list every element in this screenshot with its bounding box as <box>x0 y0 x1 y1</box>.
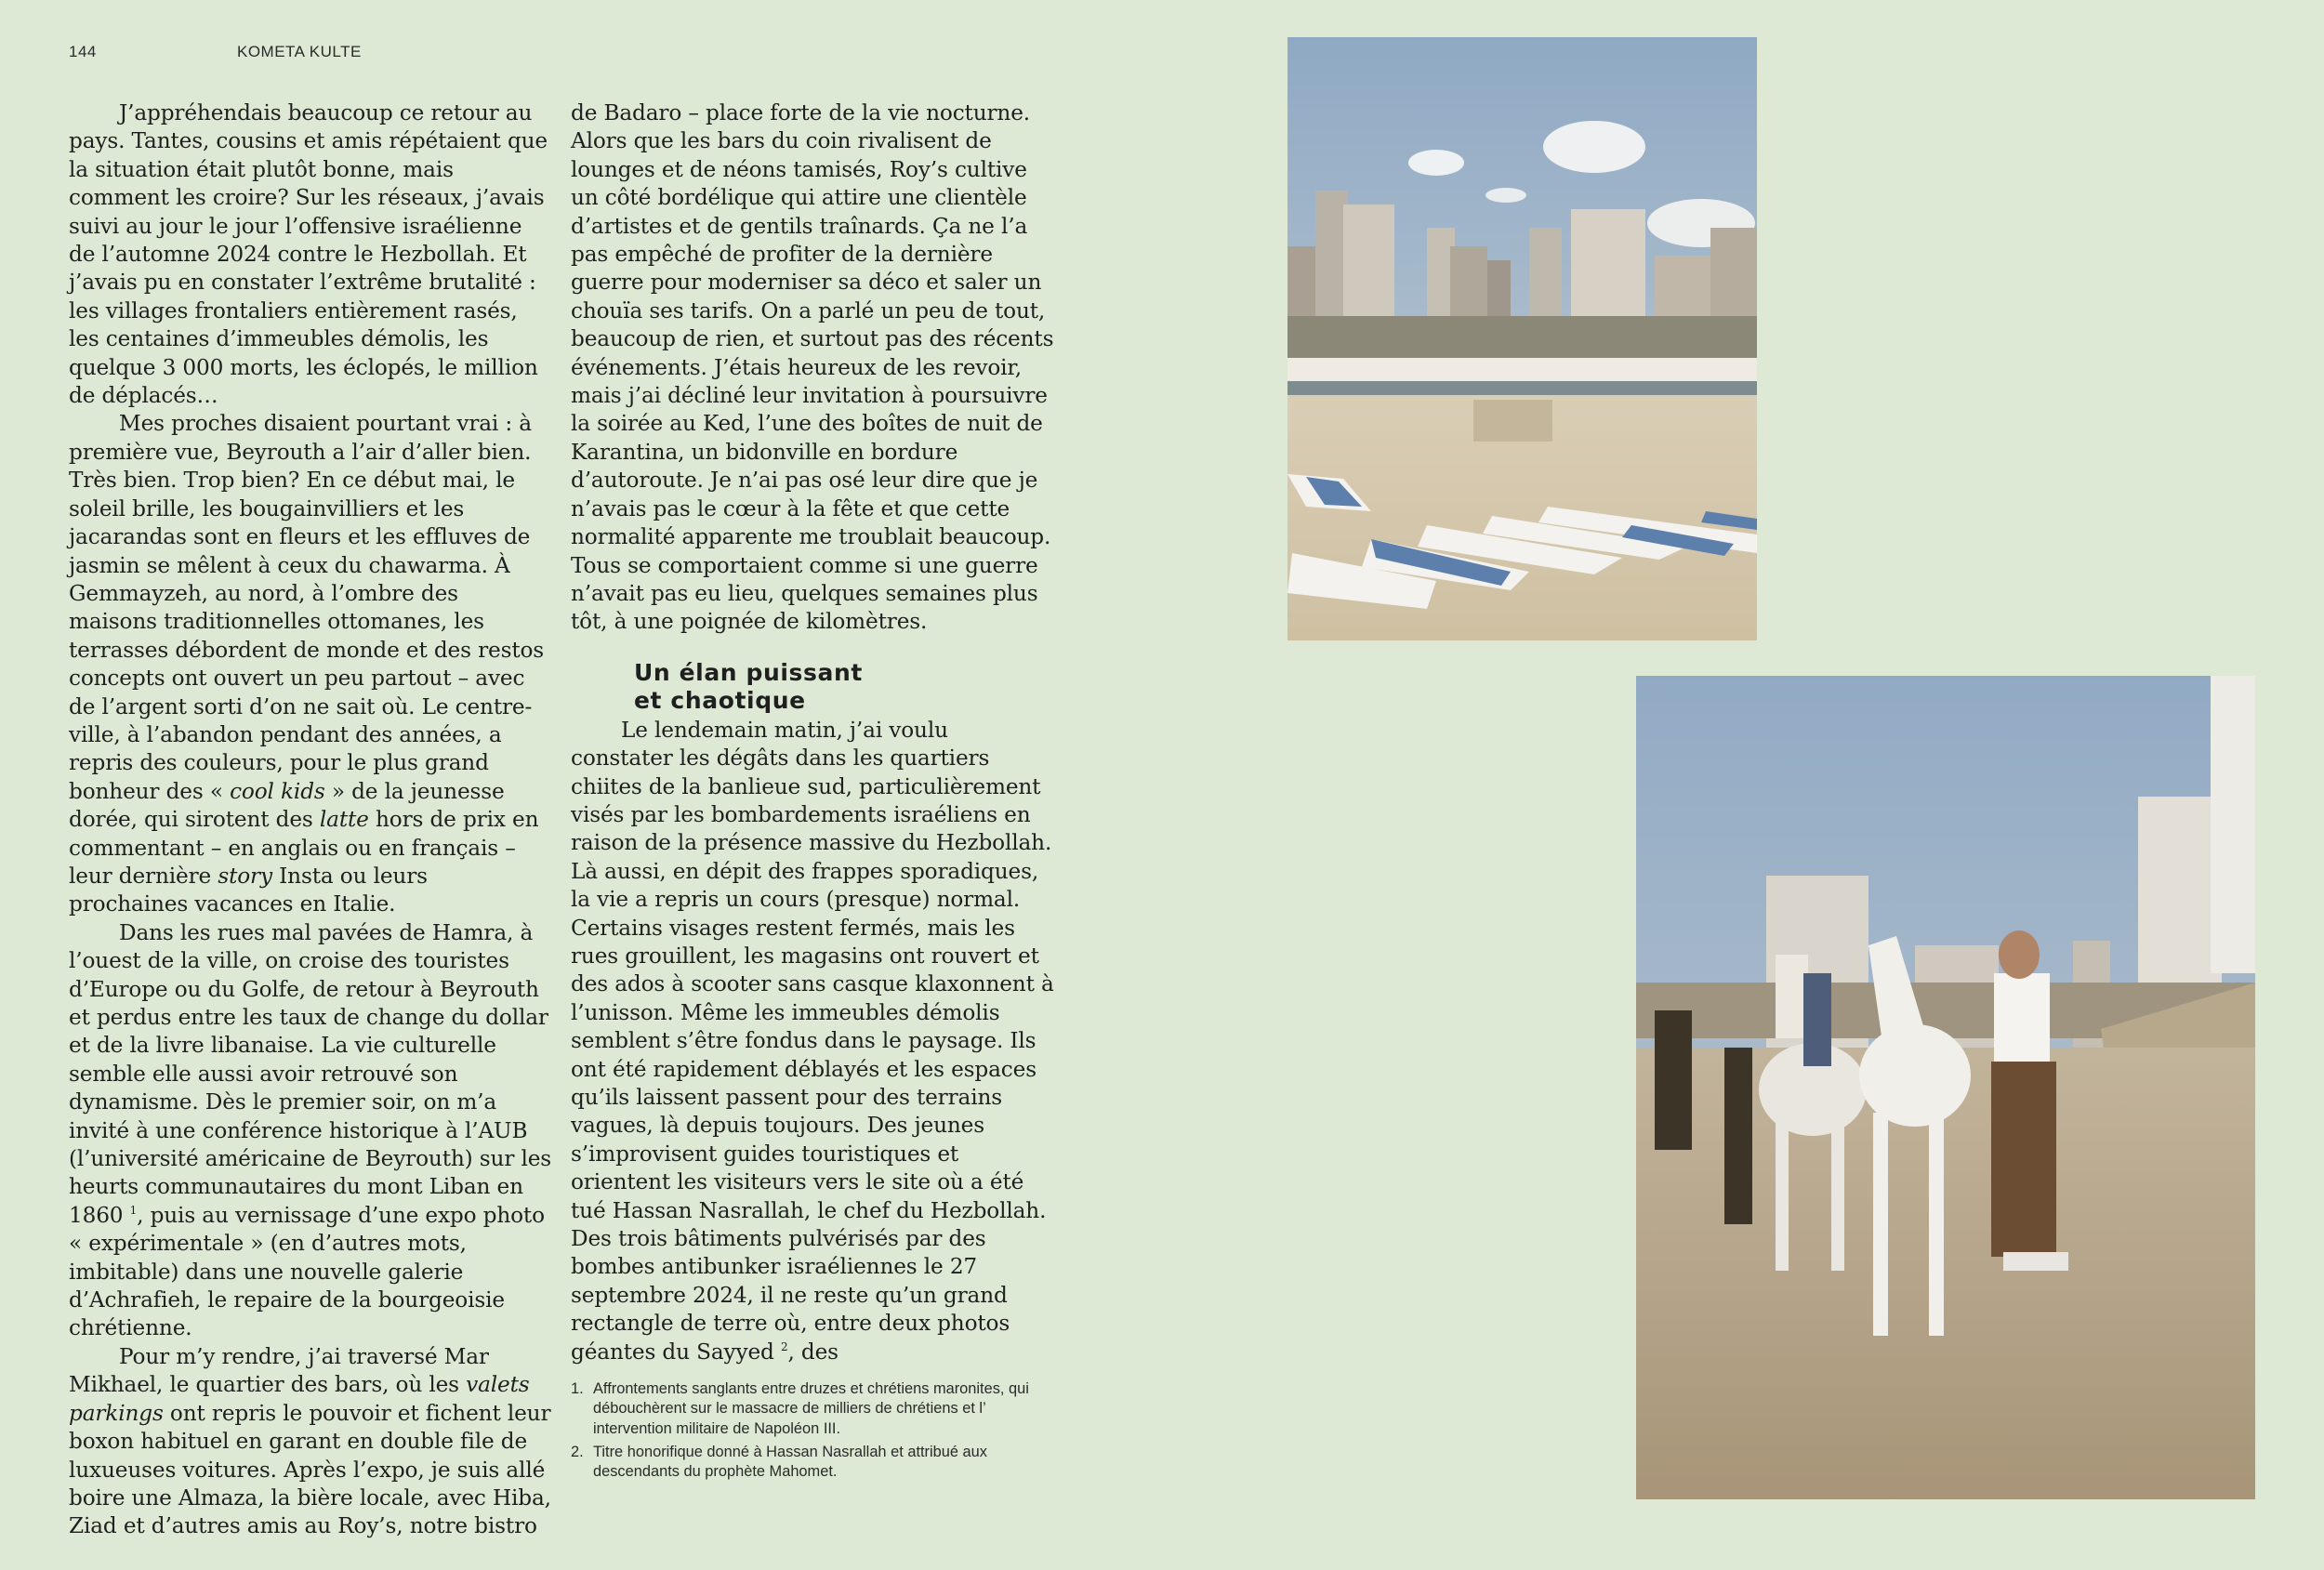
footnote-text: Affrontements sanglants entre druzes et chrétiens maronites, qui débouchèrent sur le massacre de milliers de chrétiens et l’ intervention militaire de Napoléon III. <box>593 1380 1029 1437</box>
footnote-number: 2. <box>571 1443 584 1460</box>
paragraph: J’appréhendais beaucoup ce retour au pays. Tantes, cousins et amis répétaient que la situation était plutôt bonne, mais comment les croire? Sur les réseaux, j’avais suivi au jour le jour l’offensive israélienne de l’automne 2024 contre le Hezbollah. Et j’avais pu en constater l’extrême brutalité : les villages frontaliers entièrement rasés, les centaines d’immeubles démolis, les quelque 3 000 morts, les éclopés, le million de déplacés… <box>69 100 548 409</box>
subheading <box>634 659 1054 715</box>
footnote-text: Titre honorifique donné à Hassan Nasrallah et attribué aux descendants du prophète Mahomet. <box>593 1443 987 1481</box>
page-number: 144 <box>69 43 97 60</box>
subheading-line-2: et chaotique <box>634 686 806 714</box>
paragraph: de Badaro – place forte de la vie nocturne. Alors que les bars du coin rivalisent de lounges et de néons tamisés, Roy’s cultive un côté bordélique qui attire une clientèle d’artistes et de gentils traînards. Ça ne l’a pas empêché de profiter de la dernière guerre pour moderniser sa déco et saler un chouïa ses tarifs. On a parlé un peu de tout, beaucoup de rien, et surtout pas des récents événements. J’étais heureux de les revoir, mais j’ai décliné leur invitation à poursuivre la soirée au Ked, l’une des boîtes de nuit de Karantina, un bidonville en bordure d’autoroute. Je n’ai pas osé leur dire que je n’avais pas le cœur à la fête et que cette normalité apparente me troublait beaucoup. Tous se comportaient comme si une guerre n’avait pas eu lieu, quelques semaines plus tôt, à une poignée de kilomètres. <box>571 100 1054 635</box>
section-title: KOMETA KULTE <box>237 43 362 60</box>
paragraph: Pour m’y rendre, j’ai traversé Mar Mikhael, le quartier des bars, où les valets parkings ont repris le pouvoir et fichent leur boxon habituel en garant en double file de luxueuses voitures. Après l’expo, je suis allé boire une Almaza, la bière locale, avec Hiba, Ziad et d’autres amis au Roy’s, notre bistro <box>69 1343 551 1539</box>
paragraph: Le lendemain matin, j’ai voulu constater les dégâts dans les quartiers chiites de la banlieue sud, particulièrement visés par les bombardements israéliens en raison de la présence massive du Hezbollah. Là aussi, en dépit des frappes sporadiques, la vie a repris un cours (presque) normal. Certains visages restent fermés, mais les rues grouillent, les magasins ont rouvert et des ados à scooter sans casque klaxonnent à l’unisson. Même les immeubles démolis semblent s’être fondus dans le paysage. Ils ont été rapidement déblayés et les espaces qu’ils laissent passent pour des terrains vagues, là depuis toujours. Des jeunes s’improvisent guides touristiques et orientent les visiteurs vers le site où a été tué Hassan Nasrallah, le chef du Hezbollah. Des trois bâtiments pulvérisés par des bombes antibunker israéliennes le 27 septembre 2024, il ne reste qu’un grand rectangle de terre où, entre deux photos géantes du Sayyed $^2$, des <box>571 717 1054 1365</box>
paragraph: Dans les rues mal pavées de Hamra, à l’ouest de la ville, on croise des touristes d’Europe ou du Golfe, de retour à Beyrouth et perdus entre les taux de change du dollar et de la livre libanaise. La vie culturelle semble elle aussi avoir retrouvé son dynamisme. Dès le premier soir, on m’a invité à une conférence historique à l’AUB (l’université américaine de Beyrouth) sur les heurts communautaires du mont Liban en 1860 $^1$, puis au vernissage d’une expo photo « expérimentale » (en d’autres mots, imbitable) dans une nouvelle galerie d’Achrafieh, le repaire de la bourgeoisie chrétienne. <box>69 919 552 1341</box>
footnote <box>571 1443 1040 1483</box>
horses-beach-photo <box>1636 676 2255 1499</box>
footnote-number: 1. <box>571 1380 584 1397</box>
beach-club-photo <box>1287 37 1757 640</box>
article-column-1 <box>69 99 552 1541</box>
paragraph: Mes proches disaient pourtant vrai : à première vue, Beyrouth a l’air d’aller bien. Très bien. Trop bien? En ce début mai, le soleil brille, les bougainvilliers et les jacarandas sont en fleurs et les effluves de jasmin se mêlent à ceux du chawarma. À Gemmayzeh, au nord, à l’ombre des maisons traditionnelles ottomanes, les terrasses débordent de monde et des restos concepts ont ouvert un peu partout – avec de l’argent sorti d’on ne sait où. Le centre-ville, à l’abandon pendant des années, a repris des couleurs, pour le plus grand bonheur des « cool kids » de la jeunesse dorée, qui sirotent des latte hors de prix en commentant – en anglais ou en français – leur dernière story Insta ou leurs prochaines vacances en Italie. <box>69 411 545 917</box>
footnotes <box>571 1379 1040 1485</box>
footnote <box>571 1379 1040 1439</box>
subheading-line-1: Un élan puissant <box>634 658 863 686</box>
article-column-2 <box>571 99 1054 1366</box>
